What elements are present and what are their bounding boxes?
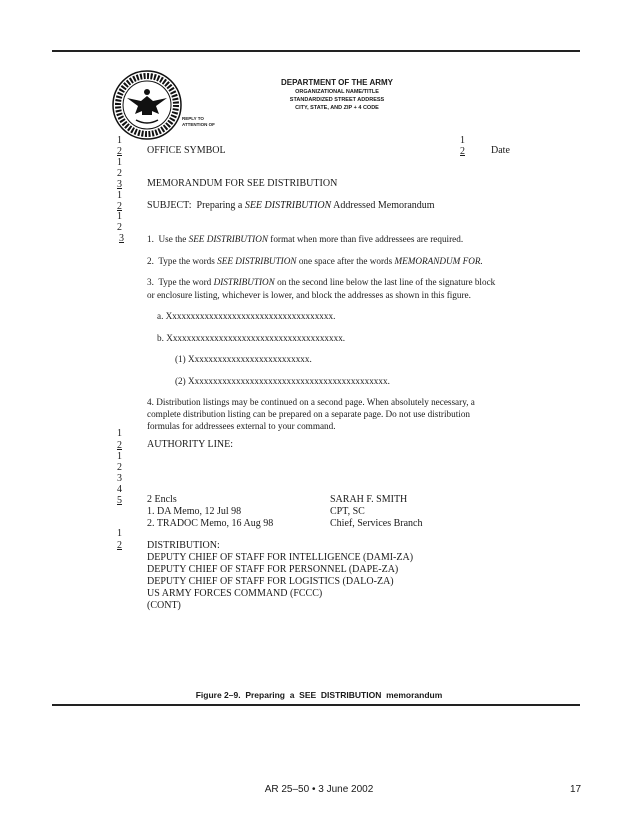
space-num: 2 bbox=[117, 540, 122, 551]
footer-doc-id: AR 25–50 • 3 June 2002 bbox=[264, 784, 374, 795]
space-num: 1 bbox=[117, 157, 122, 168]
paragraph-3-line-2: or enclosure listing, whichever is lower, and block the addresses as shown in this figure. bbox=[147, 290, 471, 300]
space-num: 1 bbox=[117, 428, 122, 439]
distribution-addressee: DEPUTY CHIEF OF STAFF FOR PERSONNEL (DAPE-ZA) bbox=[147, 564, 399, 575]
p2-text-b: one space after the words bbox=[296, 256, 395, 266]
space-num: 1 bbox=[117, 211, 122, 222]
top-rule bbox=[52, 50, 580, 52]
attention-of-label: ATTENTION OF bbox=[182, 122, 215, 127]
space-num: 2 bbox=[117, 168, 122, 179]
space-num: 4 bbox=[117, 484, 122, 495]
department-title: DEPARTMENT OF THE ARMY bbox=[281, 78, 393, 87]
subparagraph-b2: (2) Xxxxxxxxxxxxxxxxxxxxxxxxxxxxxxxxxxxxxxxxxxx. bbox=[175, 376, 390, 386]
distribution-cont: (CONT) bbox=[147, 600, 181, 611]
space-num: 1 bbox=[117, 135, 122, 146]
signature-title: Chief, Services Branch bbox=[330, 518, 423, 529]
encl-item: 2. TRADOC Memo, 16 Aug 98 bbox=[147, 518, 274, 529]
authority-line: AUTHORITY LINE: bbox=[147, 439, 234, 450]
street-address-line: STANDARDIZED STREET ADDRESS bbox=[289, 97, 385, 103]
distribution-addressee: DEPUTY CHIEF OF STAFF FOR LOGISTICS (DALO-ZA) bbox=[147, 576, 394, 587]
space-num: 1 bbox=[117, 451, 122, 462]
space-num: 5 bbox=[117, 495, 122, 506]
distribution-addressee: US ARMY FORCES COMMAND (FCCC) bbox=[147, 588, 323, 599]
subparagraph-a: a. Xxxxxxxxxxxxxxxxxxxxxxxxxxxxxxxxxxxx. bbox=[157, 311, 336, 321]
subject-prefix: SUBJECT: Preparing a bbox=[147, 200, 245, 211]
subject-line bbox=[147, 200, 435, 212]
subparagraph-b1: (1) Xxxxxxxxxxxxxxxxxxxxxxxxxx. bbox=[175, 354, 312, 364]
page-number: 17 bbox=[570, 784, 582, 795]
space-num: 2 bbox=[117, 146, 122, 157]
paragraph-3-line-1 bbox=[147, 276, 495, 288]
p2-text-a: 2. Type the words bbox=[147, 256, 218, 266]
space-num: 1 bbox=[117, 528, 122, 539]
space-num: 1 bbox=[117, 190, 122, 201]
p2-italic-1: SEE DISTRIBUTION bbox=[217, 256, 297, 266]
space-num-right: 2 bbox=[460, 146, 465, 157]
reply-to-label: REPLY TO bbox=[182, 116, 204, 121]
p1-italic: SEE DISTRIBUTION bbox=[188, 234, 268, 244]
p2-italic-2: MEMORANDUM FOR. bbox=[394, 256, 483, 266]
space-num: 2 bbox=[117, 440, 122, 451]
org-name-line: ORGANIZATIONAL NAME/TITLE bbox=[295, 89, 379, 95]
paragraph-1 bbox=[147, 233, 463, 245]
space-num: 3 bbox=[119, 233, 124, 244]
subject-suffix: Addressed Memorandum bbox=[331, 200, 435, 211]
date-label: Date bbox=[491, 145, 510, 156]
space-num: 2 bbox=[117, 462, 122, 473]
signature-name: SARAH F. SMITH bbox=[330, 494, 408, 505]
city-state-line: CITY, STATE, AND ZIP + 4 CODE bbox=[295, 105, 379, 111]
p3-italic: DISTRIBUTION bbox=[213, 277, 275, 287]
subparagraph-b: b. Xxxxxxxxxxxxxxxxxxxxxxxxxxxxxxxxxxxxxx. bbox=[157, 333, 346, 343]
paragraph-4-line-1: 4. Distribution listings may be continued on a second page. When absolutely necessary, a bbox=[147, 397, 475, 407]
dod-seal bbox=[112, 70, 182, 140]
space-num: 3 bbox=[117, 473, 122, 484]
paragraph-4-line-2: complete distribution listing can be prepared on a separate page. Do not use distribution bbox=[147, 409, 471, 419]
memorandum-for: MEMORANDUM FOR SEE DISTRIBUTION bbox=[147, 178, 338, 189]
distribution-addressee: DEPUTY CHIEF OF STAFF FOR INTELLIGENCE (DAMI-ZA) bbox=[147, 552, 414, 563]
p1-text-b: format when more than five addressees are required. bbox=[267, 234, 464, 244]
encl-item: 1. DA Memo, 12 Jul 98 bbox=[147, 506, 242, 517]
space-num: 2 bbox=[117, 222, 122, 233]
p3-text-b: on the second line below the last line of the signature block bbox=[274, 277, 496, 287]
seal-icon bbox=[112, 70, 182, 140]
paragraph-2 bbox=[147, 255, 483, 267]
figure-caption: Figure 2–9. Preparing a SEE DISTRIBUTION memorandum bbox=[195, 690, 443, 700]
distribution-heading: DISTRIBUTION: bbox=[147, 540, 220, 551]
p3-text-a: 3. Type the word bbox=[147, 277, 214, 287]
encl-count: 2 Encls bbox=[147, 494, 177, 505]
office-symbol: OFFICE SYMBOL bbox=[147, 145, 226, 156]
space-num: 3 bbox=[117, 179, 122, 190]
signature-rank: CPT, SC bbox=[330, 506, 365, 517]
bottom-rule bbox=[52, 704, 580, 706]
p1-text-a: 1. Use the bbox=[147, 234, 189, 244]
space-num: 2 bbox=[117, 201, 122, 212]
paragraph-4-line-3: formulas for addressees external to your command. bbox=[147, 421, 336, 431]
space-num-right: 1 bbox=[460, 135, 465, 146]
subject-italic: SEE DISTRIBUTION bbox=[244, 200, 332, 211]
